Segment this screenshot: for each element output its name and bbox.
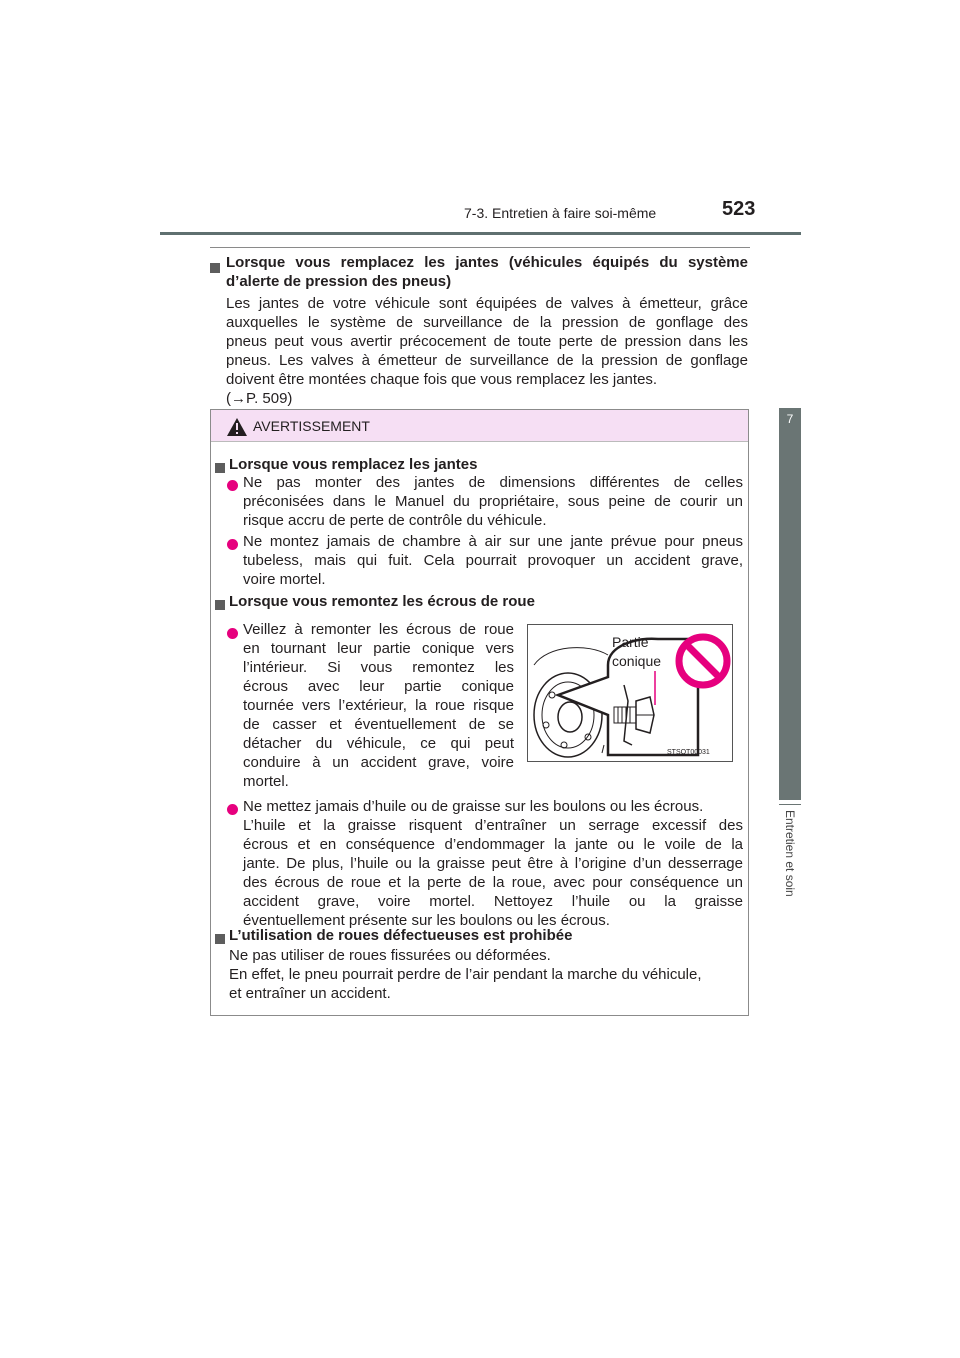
page-reference: (→P. 509)	[226, 390, 293, 407]
section-title: 7-3. Entretien à faire soi-même	[464, 205, 657, 221]
section-heading: Lorsque vous remplacez les jantes (véhicules équipés du système d’alerte de pression des pneus)	[226, 254, 748, 290]
figure-label: Partie conique	[612, 634, 662, 669]
bullet-3-text: Veillez à remonter les écrous de roue en tournant leur partie conique vers l’intérieur. Si vous remontez les écrous avec leur partie conique tournée vers l’extérieur, la roue risque de casser et éventuellement de se détacher du véhicule, ce qui peut conduire à un accident grave, voire mortel.	[243, 621, 514, 790]
chapter-tab	[779, 408, 801, 800]
header-rule	[160, 232, 801, 235]
heading-square-icon	[210, 260, 220, 278]
bullet-dot-icon	[227, 802, 238, 820]
chapter-number: 7	[786, 412, 794, 426]
warning-title: AVERTISSEMENT	[253, 418, 370, 434]
section-rule	[210, 247, 750, 248]
chapter-title: Entretien et soin	[783, 810, 797, 897]
figure-code: STSOT00031	[667, 749, 710, 756]
chapter-title-tab	[779, 810, 801, 960]
warning-triangle-icon	[226, 417, 248, 442]
warning-heading-1: Lorsque vous remplacez les jantes	[229, 456, 478, 473]
bullet-dot-icon	[227, 537, 238, 555]
bullet-2-text: Ne montez jamais de chambre à air sur une jante prévue pour pneus tubeless, mais qui fuit. Cela pourrait provoquer un accident grave, voire mortel.	[243, 533, 743, 588]
warning-heading-2: Lorsque vous remontez les écrous de roue	[229, 593, 535, 610]
heading-square-icon	[215, 597, 225, 615]
chapter-tab-divider	[779, 804, 801, 805]
page-number: 523	[722, 198, 756, 220]
warning-heading-3: L’utilisation de roues défectueuses est prohibée	[229, 927, 573, 944]
wheel-nut-figure	[527, 624, 733, 762]
heading-square-icon	[215, 931, 225, 949]
warning-paragraph: Ne pas utiliser de roues fissurées ou déformées. En effet, le pneu pourrait perdre de l’air pendant la marche du véhicule, et entraîner un accident.	[229, 947, 702, 1002]
bullet-dot-icon	[227, 626, 238, 644]
bullet-1-text: Ne pas monter des jantes de dimensions différentes de celles préconisées dans le Manuel du propriétaire, sous peine de courir un risque accru de perte de contrôle du véhicule.	[243, 474, 743, 529]
bullet-4-text: Ne mettez jamais d’huile ou de graisse sur les boulons ou les écrous. L’huile et la graisse risquent d’entraîner un serrage excessif des écrous et en conséquence d’endommager la jante ou le voile de la jante. De plus, l’huile ou la graisse peut être à l’origine d’un desserrage des écrous de roue et la perte de la roue, avec pour conséquence un accident grave, voire mortel. Nettoyez l’huile ou la graisse éventuellement présente sur les boulons ou les écrous.	[243, 798, 743, 929]
heading-square-icon	[215, 460, 225, 478]
section-body: Les jantes de votre véhicule sont équipées de valves à émetteur, grâce auxquelles le système de surveillance de la pression de gonflage des pneus peut vous avertir précocement de toute perte de pression dans les pneus. Les valves à émetteur de surveillance de la pression de gonflage doivent être montées chaque fois que vous remplacez les jantes. (→P. 509)	[226, 295, 748, 407]
bullet-dot-icon	[227, 478, 238, 496]
